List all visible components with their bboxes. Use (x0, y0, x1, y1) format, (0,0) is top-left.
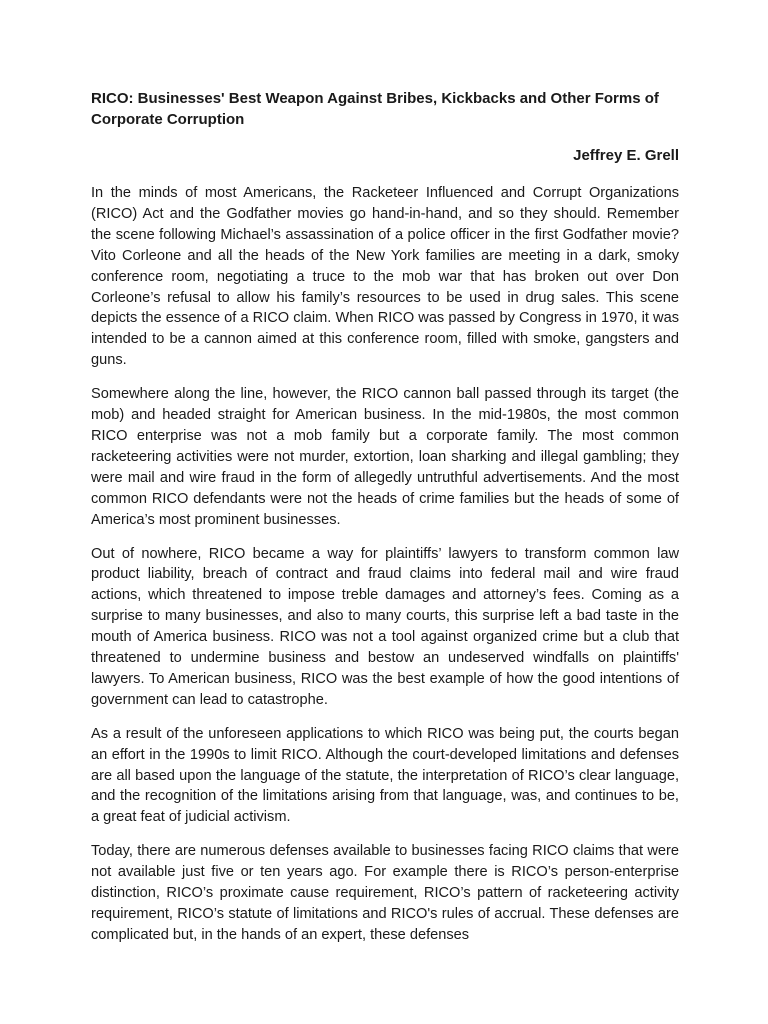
paragraph-5: Today, there are numerous defenses available to businesses facing RICO claims that were not available just five or ten years ago. For example there is RICO’s person-enterprise distinction, RICO’s proximate cause requirement, RICO’s pattern of racketeering activity requirement, RICO’s statute of limitations and RICO's rules of accrual. These defenses are complicated but, in the hands of an expert, these defenses (91, 843, 679, 943)
paragraph-3: Out of nowhere, RICO became a way for plaintiffs’ lawyers to transform common law product liability, breach of contract and fraud claims into federal mail and wire fraud actions, which threatened to impose treble damages and attorney’s fees. Coming as a surprise to many businesses, and also to many courts, this surprise left a bad taste in the mouth of America business. RICO was not a tool against organized crime but a club that threatened to undermine business and bestow an undeserved windfalls on plaintiffs' lawyers. To American business, RICO was the best example of how the good intentions of government can lead to catastrophe. (91, 545, 679, 708)
author-name: Jeffrey E. Grell (573, 147, 679, 164)
paragraph-2: Somewhere along the line, however, the RICO cannon ball passed through its target (the mob) and headed straight for American business. In the mid-1980s, the most common RICO enterprise was not a mob family but a corporate family. The most common racketeering activities were not murder, extortion, loan sharking and illegal gambling; they were mail and wire fraud in the form of allegedly untruthful advertisements. And the most common RICO defendants were not the heads of crime families but the heads of some of America’s most prominent businesses. (91, 386, 679, 528)
paragraph-1: In the minds of most Americans, the Racketeer Influenced and Corrupt Organizations (RICO) Act and the Godfather movies go hand-in-hand, and so they should. Remember the scene following Michael’s assassination of a police officer in the first Godfather movie? Vito Corleone and all the heads of the New York families are meeting in a dark, smoky conference room, negotiating a truce to the mob war that has broken out over Don Corleone’s refusal to allow his family’s resources to be used in drug sales. This scene depicts the essence of a RICO claim. When RICO was passed by Congress in 1970, it was intended to be a cannon aimed at this conference room, filled with smoke, gangsters and guns. (91, 185, 679, 369)
document-title: RICO: Businesses' Best Weapon Against Bribes, Kickbacks and Other Forms of Corporate Corruption (91, 90, 659, 128)
document-page (91, 88, 679, 946)
paragraph-4: As a result of the unforeseen applications to which RICO was being put, the courts began an effort in the 1990s to limit RICO. Although the court-developed limitations and defenses are all based upon the language of the statute, the interpretation of RICO’s clear language, and the recognition of the limitations arising from that language, was, and continues to be, a great feat of judicial activism. (91, 725, 679, 826)
